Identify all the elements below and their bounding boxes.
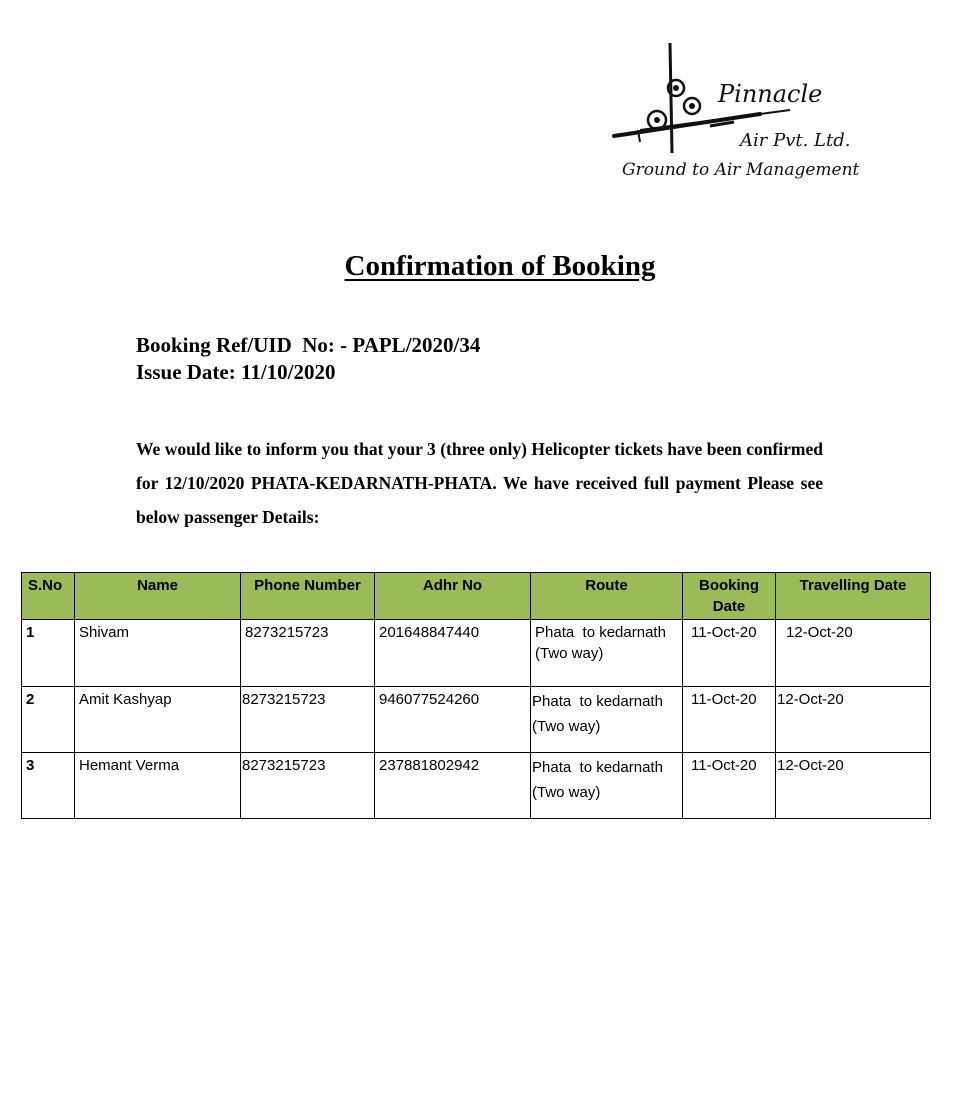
header-adhr: Adhr No — [375, 573, 531, 620]
booking-ref: Booking Ref/UID No: - PAPL/2020/34 — [136, 333, 481, 357]
company-suffix: Air Pvt. Ltd. — [740, 130, 851, 151]
company-logo — [610, 38, 880, 198]
table-header-row — [22, 573, 931, 620]
header-travelling-date: Travelling Date — [776, 573, 931, 620]
cell-adhr: 237881802942 — [375, 753, 531, 819]
header-booking-date: Booking Date — [683, 573, 776, 620]
header-phone: Phone Number — [241, 573, 375, 620]
cell-travel-date: 12-Oct-20 — [776, 620, 931, 687]
cell-sno: 2 — [22, 687, 75, 753]
cell-booking-date: 11-Oct-20 — [683, 687, 776, 753]
cell-phone: 8273215723 — [241, 753, 375, 819]
cell-name: Amit Kashyap — [75, 687, 241, 753]
cell-name: Shivam — [75, 620, 241, 687]
header-name: Name — [75, 573, 241, 620]
cell-travel-date: 12-Oct-20 — [776, 753, 931, 819]
passenger-table — [21, 572, 931, 819]
cell-booking-date: 11-Oct-20 — [683, 620, 776, 687]
cell-sno: 1 — [22, 620, 75, 687]
header-sno: S.No — [22, 573, 75, 620]
cell-route: Phata to kedarnath (Two way) — [531, 620, 683, 687]
cell-phone: 8273215723 — [241, 620, 375, 687]
cell-name: Hemant Verma — [75, 753, 241, 819]
header-route: Route — [531, 573, 683, 620]
booking-reference-block — [136, 332, 480, 386]
table-row — [22, 620, 931, 687]
table-row — [22, 687, 931, 753]
table-row — [22, 753, 931, 819]
company-tagline: Ground to Air Management — [622, 160, 860, 180]
document-title: Confirmation of Booking — [344, 250, 656, 282]
issue-date: Issue Date: 11/10/2020 — [136, 360, 336, 384]
cell-phone: 8273215723 — [241, 687, 375, 753]
cell-route: Phata to kedarnath (Two way) — [531, 753, 683, 819]
cell-route: Phata to kedarnath (Two way) — [531, 687, 683, 753]
company-name: Pinnacle — [718, 80, 823, 108]
cell-travel-date: 12-Oct-20 — [776, 687, 931, 753]
cell-adhr: 946077524260 — [375, 687, 531, 753]
confirmation-message: We would like to inform you that your 3 (three only) Helicopter tickets have been confirmed for 12/10/2020 PHATA-KEDARNATH-PHATA. We have received full payment Please see below passenger Details: — [136, 439, 823, 527]
cell-sno: 3 — [22, 753, 75, 819]
cell-adhr: 201648847440 — [375, 620, 531, 687]
cell-booking-date: 11-Oct-20 — [683, 753, 776, 819]
